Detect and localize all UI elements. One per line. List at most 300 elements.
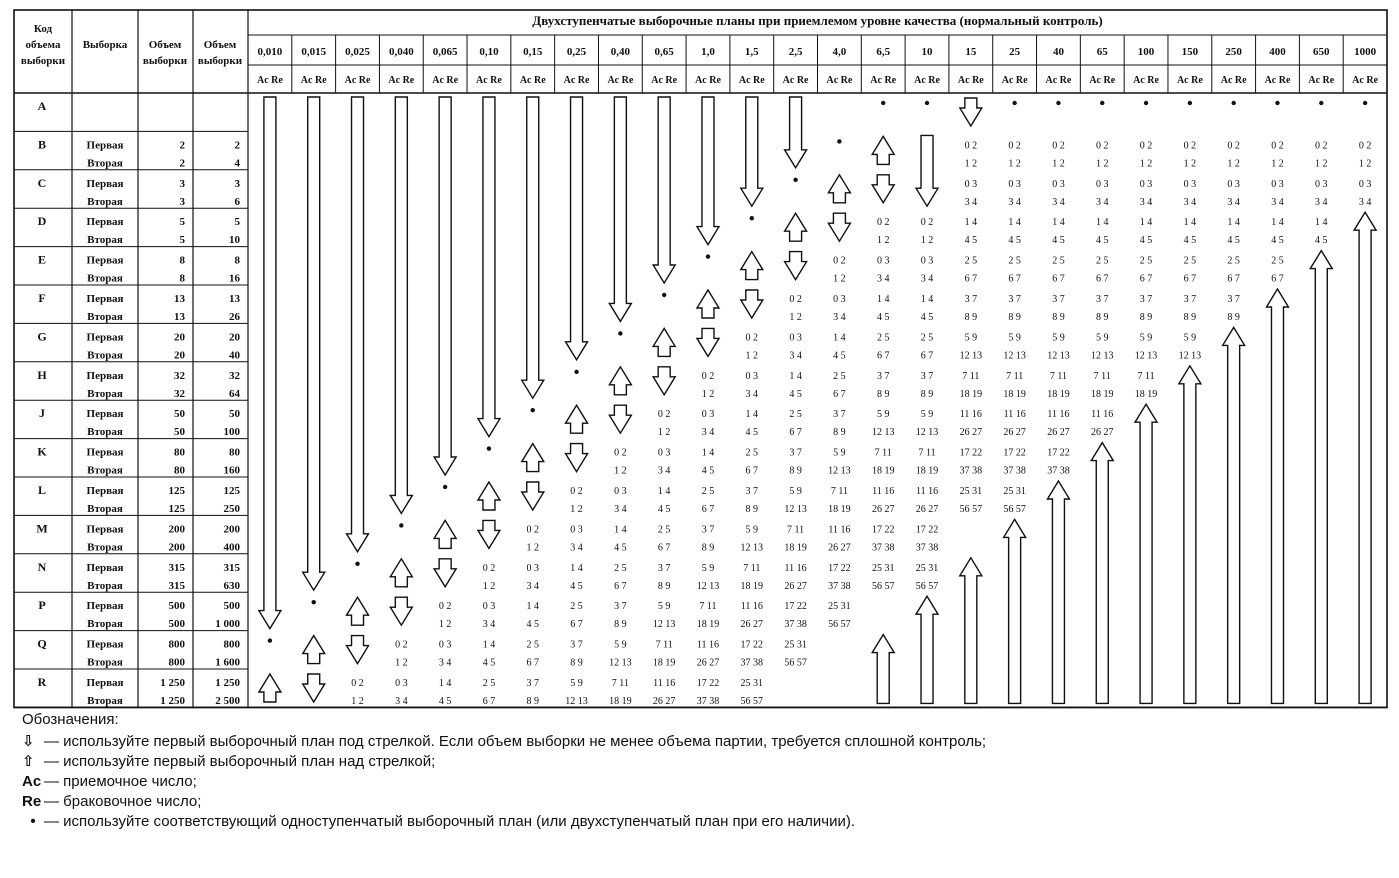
plan-first: 2 5 <box>876 332 890 344</box>
plan-second: 1 2 <box>1183 158 1197 170</box>
plan-second: 3 4 <box>1183 196 1197 208</box>
arrow-down-icon <box>872 175 894 203</box>
arrow-down-icon <box>347 636 369 664</box>
stage-label: Первая <box>86 216 124 229</box>
plan-second: 6 7 <box>920 350 934 362</box>
plan-second: 6 7 <box>614 580 627 592</box>
header-acre: Ac Re <box>695 75 721 86</box>
sample-size: 32 <box>174 369 185 382</box>
row-code: L <box>37 483 47 497</box>
plan-second: 3 4 <box>1358 196 1372 208</box>
plan-first: 1 4 <box>876 294 890 305</box>
arrow-down-icon <box>434 97 456 475</box>
plan-first: 11 16 <box>696 639 720 651</box>
plan-first: 3 7 <box>745 486 759 497</box>
plan-second: 3 4 <box>701 427 715 439</box>
plan-second: 1 2 <box>395 657 408 669</box>
arrow-down-icon <box>303 97 325 590</box>
plan-first: 5 9 <box>789 486 802 497</box>
cumulative-size: 26 <box>229 311 240 323</box>
plan-second: 6 7 <box>964 273 978 285</box>
stage-label: Вторая <box>87 311 123 323</box>
row-code: A <box>37 99 47 113</box>
arrow-up-icon <box>1179 366 1201 704</box>
plan-first: 3 7 <box>1052 294 1065 305</box>
plan-first: 0 3 <box>876 255 890 267</box>
arrow-up-icon <box>609 367 631 395</box>
dot-icon <box>1231 101 1235 105</box>
arrow-up-icon <box>1266 289 1288 703</box>
stage-label: Первая <box>86 293 124 305</box>
plan-first: 0 3 <box>570 524 583 536</box>
plan-second: 37 38 <box>1047 465 1070 477</box>
plan-second: 3 4 <box>789 350 802 362</box>
arrow-down-icon <box>697 97 719 245</box>
plan-second: 12 13 <box>1047 350 1070 362</box>
arrow-up-icon <box>960 558 982 704</box>
plan-second: 12 13 <box>1178 350 1202 362</box>
plan-first: 25 31 <box>784 639 807 651</box>
plan-second: 4 5 <box>438 696 452 707</box>
plan-first: 0 3 <box>1096 178 1109 190</box>
plan-first: 0 2 <box>1183 140 1197 152</box>
plan-second: 1 2 <box>876 235 890 247</box>
plan-first: 0 2 <box>920 217 934 229</box>
plan-second: 1 2 <box>1358 158 1372 170</box>
plan-second: 3 4 <box>1008 196 1021 208</box>
plan-second: 8 9 <box>1139 312 1153 323</box>
plan-second: 56 57 <box>871 580 895 592</box>
sample-size: 13 <box>174 293 185 305</box>
plan-second: 26 27 <box>915 504 939 515</box>
sample-size: 500 <box>168 618 185 631</box>
arrow-down-icon <box>434 559 456 587</box>
header-acre: Ac Re <box>738 75 765 86</box>
header-aql: 100 <box>1137 46 1155 58</box>
dot-icon <box>750 216 754 220</box>
plan-second: 3 4 <box>1096 196 1109 208</box>
plan-first: 2 5 <box>657 524 671 536</box>
dot-icon <box>662 293 666 297</box>
plan-first: 0 2 <box>876 217 890 229</box>
header-aql: 0,15 <box>523 46 543 58</box>
plan-first: 2 5 <box>1183 255 1197 267</box>
plan-second: 56 57 <box>915 580 939 592</box>
cumulative-size: 64 <box>229 387 240 400</box>
plan-first: 1 4 <box>438 678 452 689</box>
plan-first: 3 7 <box>833 409 846 421</box>
plan-second: 1 2 <box>701 388 715 400</box>
plan-first: 5 9 <box>1139 332 1153 344</box>
stage-label: Первая <box>86 677 124 689</box>
plan-second: 4 5 <box>745 427 759 439</box>
plan-second: 12 13 <box>915 427 939 439</box>
arrow-down-icon <box>609 405 631 433</box>
plan-second: 4 5 <box>1227 235 1240 247</box>
row-code: G <box>37 329 47 344</box>
plan-first: 5 9 <box>614 639 627 651</box>
plan-second: 1 2 <box>570 504 583 515</box>
stage-label: Первая <box>86 331 124 344</box>
header-acre: Ac Re <box>476 75 502 86</box>
plan-second: 18 19 <box>609 696 632 707</box>
header-acre: Ac Re <box>519 75 546 86</box>
plan-first: 0 3 <box>701 409 715 421</box>
cumulative-size: 250 <box>223 503 240 515</box>
plan-second: 4 5 <box>1139 235 1153 247</box>
plan-second: 6 7 <box>1271 273 1284 285</box>
plan-first: 2 5 <box>1052 255 1065 267</box>
stage-label: Вторая <box>87 464 123 477</box>
header-title: Двухступенчатые выборочные планы при приемлемом уровне качества (нормальный контроль) <box>532 13 1103 28</box>
plan-second: 6 7 <box>745 465 759 477</box>
plan-first: 0 2 <box>570 486 583 497</box>
plan-first: 1 4 <box>1139 217 1153 229</box>
plan-second: 12 13 <box>1091 350 1114 362</box>
plan-second: 3 4 <box>1271 196 1284 208</box>
plan-second: 18 19 <box>1134 388 1158 400</box>
row-code: J <box>39 406 45 421</box>
plan-second: 18 19 <box>652 657 676 669</box>
plan-second: 1 2 <box>351 696 364 707</box>
plan-first: 0 3 <box>745 370 759 382</box>
dot-icon <box>574 370 578 374</box>
plan-second: 3 4 <box>833 312 846 323</box>
header-size: Объем <box>148 39 182 51</box>
plan-first: 5 9 <box>701 562 715 574</box>
cumulative-size: 80 <box>229 446 240 459</box>
arrow-down-icon <box>653 367 675 395</box>
plan-first: 5 9 <box>964 332 978 344</box>
plan-second: 6 7 <box>1139 273 1153 285</box>
plan-first: 17 22 <box>740 639 764 651</box>
plan-first: 0 3 <box>1271 178 1284 190</box>
plan-second: 26 27 <box>696 657 720 669</box>
plan-second: 26 27 <box>871 504 895 515</box>
header-acre: Ac Re <box>1220 75 1247 86</box>
plan-second: 1 2 <box>1008 158 1021 170</box>
plan-first: 5 9 <box>920 409 934 421</box>
plan-second: 12 13 <box>1134 350 1158 362</box>
cumulative-size: 6 <box>234 195 240 208</box>
dot-icon <box>706 254 710 258</box>
plan-first: 1 4 <box>614 524 627 536</box>
stage-label: Первая <box>86 638 124 651</box>
plan-second: 18 19 <box>959 388 983 400</box>
stage-label: Первая <box>86 408 124 421</box>
cumulative-size: 32 <box>229 369 240 382</box>
stage-label: Первая <box>86 600 124 613</box>
header-acre: Ac Re <box>1264 75 1291 86</box>
plan-second: 4 5 <box>526 619 539 631</box>
plan-first: 11 16 <box>784 562 807 574</box>
stage-label: Первая <box>86 446 124 459</box>
plan-first: 3 7 <box>657 562 671 574</box>
plan-first: 25 31 <box>915 562 939 574</box>
stage-label: Вторая <box>87 157 123 170</box>
arrow-down-icon <box>697 328 719 356</box>
arrow-up-icon <box>785 213 807 241</box>
cumulative-size: 4 <box>234 157 240 170</box>
plan-second: 6 7 <box>833 388 846 400</box>
header-aql: 0,10 <box>479 46 499 58</box>
dot-icon <box>793 178 797 182</box>
sample-size: 125 <box>168 485 185 497</box>
header-aql: 40 <box>1052 46 1064 58</box>
plan-first: 1 4 <box>482 639 496 651</box>
plan-first: 11 16 <box>915 486 939 497</box>
arrow-down-icon <box>960 98 982 126</box>
row-code: P <box>38 598 46 613</box>
arrow-up-icon <box>434 520 456 548</box>
header-aql: 10 <box>921 46 933 58</box>
arrow-down-icon <box>566 444 588 472</box>
plan-first: 0 2 <box>1096 140 1109 152</box>
plan-first: 0 2 <box>614 447 627 459</box>
legend-up <box>22 752 435 772</box>
plan-second: 3 4 <box>482 619 496 631</box>
plan-first: 1 4 <box>526 601 539 613</box>
dot-icon <box>312 600 316 604</box>
sample-size: 5 <box>179 234 185 247</box>
sample-size: 50 <box>174 426 185 439</box>
plan-second: 12 13 <box>871 427 895 439</box>
plan-first: 17 22 <box>1003 447 1026 459</box>
dot-icon <box>443 485 447 489</box>
plan-first: 0 2 <box>833 255 846 267</box>
plan-first: 3 7 <box>920 370 934 382</box>
header-code: Код <box>33 23 53 35</box>
plan-second: 12 13 <box>740 542 764 554</box>
header-aql: 0,065 <box>432 46 458 58</box>
dot-icon <box>1319 101 1323 105</box>
plan-second: 4 5 <box>920 312 934 323</box>
stage-label: Вторая <box>87 272 123 285</box>
sample-size: 5 <box>179 216 185 229</box>
sample-size: 125 <box>168 503 185 515</box>
cumulative-size: 2 <box>234 139 240 152</box>
plan-second: 12 13 <box>1003 350 1026 362</box>
plan-second: 56 57 <box>784 657 807 669</box>
arrow-down-icon <box>522 97 544 398</box>
plan-first: 25 31 <box>871 562 895 574</box>
plan-second: 37 38 <box>915 542 939 554</box>
plan-second: 26 27 <box>1091 427 1114 439</box>
plan-second: 12 13 <box>609 657 632 669</box>
header-acre: Ac Re <box>607 75 634 86</box>
arrow-up-icon <box>566 405 588 433</box>
plan-first: 25 31 <box>740 678 764 689</box>
row-code: Q <box>37 636 47 651</box>
plan-first: 0 3 <box>657 447 671 459</box>
arrow-down-icon <box>478 97 500 437</box>
arrow-down-icon: ⇩ <box>22 733 35 750</box>
header-acre: Ac Re <box>826 75 853 86</box>
legend-down <box>22 732 986 752</box>
plan-first: 0 2 <box>964 140 978 152</box>
header-aql: 0,040 <box>388 46 414 58</box>
legend-re <box>22 792 201 812</box>
plan-second: 18 19 <box>740 580 764 592</box>
plan-second: 8 9 <box>1052 312 1065 323</box>
plan-first: 7 11 <box>830 486 848 497</box>
arrow-up-icon <box>303 636 325 664</box>
plan-first: 1 4 <box>657 486 671 497</box>
plan-second: 4 5 <box>1271 235 1284 247</box>
plan-first: 7 11 <box>1049 370 1068 382</box>
plan-first: 2 5 <box>920 332 934 344</box>
sample-size: 20 <box>174 349 185 362</box>
dot-icon <box>1363 101 1367 105</box>
plan-second: 37 38 <box>784 619 807 631</box>
cumulative-size: 20 <box>229 331 240 344</box>
plan-second: 18 19 <box>696 619 720 631</box>
cumulative-size: 100 <box>223 426 240 439</box>
sample-size: 315 <box>168 561 185 574</box>
plan-second: 6 7 <box>1052 273 1065 285</box>
header-acre: Ac Re <box>432 75 459 86</box>
plan-second: 26 27 <box>959 427 983 439</box>
header-acre: Ac Re <box>1352 75 1379 86</box>
header-aql: 0,025 <box>345 46 370 58</box>
plan-second: 3 4 <box>1315 196 1328 208</box>
plan-second: 4 5 <box>876 312 890 323</box>
plan-first: 2 5 <box>1227 255 1240 267</box>
plan-second: 3 4 <box>395 696 408 707</box>
arrow-up-icon <box>872 136 894 164</box>
arrow-down-icon <box>259 97 281 629</box>
plan-second: 37 38 <box>959 465 983 477</box>
cumulative-size: 400 <box>223 541 240 554</box>
plan-first: 5 9 <box>1008 332 1021 344</box>
arrow-up-icon <box>1310 251 1332 704</box>
plan-second: 26 27 <box>828 542 851 554</box>
plan-first: 17 22 <box>915 524 939 536</box>
header-aql: 0,015 <box>301 46 327 58</box>
plan-first: 5 9 <box>1052 332 1065 344</box>
plan-first: 5 9 <box>657 601 671 613</box>
sample-size: 1 250 <box>160 677 185 689</box>
plan-first: 0 2 <box>745 332 759 344</box>
plan-first: 11 16 <box>872 486 895 497</box>
legend-dot-text: — используйте соответствующий одноступенчатый выборочный план (или двухступенчатый план при его наличии). <box>44 813 856 830</box>
plan-first: 2 5 <box>526 639 539 651</box>
plan-first: 0 3 <box>526 562 539 574</box>
plan-second: 6 7 <box>1227 273 1240 285</box>
plan-first: 0 3 <box>1358 178 1372 190</box>
legend-dot <box>22 812 855 832</box>
plan-first: 3 7 <box>570 639 583 651</box>
plan-first: 0 3 <box>1315 178 1328 190</box>
plan-second: 8 9 <box>745 504 759 515</box>
arrow-up-icon <box>697 290 719 318</box>
header-aql: 2,5 <box>788 46 803 58</box>
plan-second: 26 27 <box>740 619 764 631</box>
plan-first: 0 2 <box>526 524 539 536</box>
arrow-up-icon <box>1004 519 1026 703</box>
plan-second: 1 2 <box>1052 158 1065 170</box>
arrow-up-icon <box>522 444 544 472</box>
header-acre: Ac Re <box>563 75 590 86</box>
plan-second: 3 4 <box>1139 196 1153 208</box>
plan-second: 18 19 <box>871 465 895 477</box>
plan-first: 7 11 <box>1006 370 1024 382</box>
plan-second: 4 5 <box>701 465 715 477</box>
plan-first: 3 7 <box>789 447 802 459</box>
header-aql: 1000 <box>1354 46 1377 58</box>
plan-first: 0 3 <box>482 601 496 613</box>
plan-second: 8 9 <box>964 312 978 323</box>
plan-second: 12 13 <box>565 696 588 707</box>
plan-first: 5 9 <box>1096 332 1109 344</box>
plan-first: 0 3 <box>438 639 452 651</box>
stage-label: Вторая <box>87 426 123 439</box>
header-aql: 0,40 <box>610 46 630 58</box>
header-cumulative-size: Объем <box>203 39 237 51</box>
plan-first: 1 4 <box>1183 217 1197 229</box>
arrow-down-icon <box>390 597 412 625</box>
arrow-up-icon <box>1223 327 1245 703</box>
plan-second: 6 7 <box>1096 273 1109 285</box>
plan-second: 1 2 <box>526 542 539 554</box>
sample-size: 20 <box>174 331 185 344</box>
stage-label: Первая <box>86 254 124 267</box>
plan-second: 1 2 <box>789 312 802 323</box>
stage-label: Первая <box>86 369 124 382</box>
plan-second: 56 57 <box>1003 504 1026 515</box>
plan-second: 3 4 <box>438 657 452 669</box>
plan-first: 0 3 <box>920 255 934 267</box>
sample-size: 315 <box>168 579 185 592</box>
header-acre: Ac Re <box>300 75 327 86</box>
plan-second: 37 38 <box>871 542 895 554</box>
plan-first: 2 5 <box>701 486 715 497</box>
header-size: выборки <box>142 55 188 67</box>
ac-symbol: Ac <box>22 773 42 790</box>
plan-first: 11 16 <box>1047 409 1070 421</box>
dot-icon: • <box>30 813 36 830</box>
header-acre: Ac Re <box>914 75 940 86</box>
plan-first: 0 2 <box>1358 140 1372 152</box>
sample-size: 8 <box>179 254 185 267</box>
cumulative-size: 5 <box>234 216 240 229</box>
arrow-up-icon <box>1091 443 1113 704</box>
plan-second: 26 27 <box>652 696 676 707</box>
plan-first: 2 5 <box>570 601 583 613</box>
header-acre: Ac Re <box>1308 75 1335 86</box>
header-aql: 150 <box>1181 46 1199 58</box>
header-acre: Ac Re <box>388 75 415 86</box>
header-aql: 0,010 <box>257 46 283 58</box>
arrow-down-icon <box>785 252 807 280</box>
dot-icon <box>1144 101 1148 105</box>
plan-second: 8 9 <box>701 542 715 554</box>
stage-label: Вторая <box>87 387 123 400</box>
plan-first: 17 22 <box>696 678 720 689</box>
dot-icon <box>1188 101 1192 105</box>
plan-second: 18 19 <box>915 465 939 477</box>
dot-icon <box>1012 101 1016 105</box>
dot-icon <box>487 446 491 450</box>
row-code: D <box>37 214 47 229</box>
plan-first: 1 4 <box>1052 217 1065 229</box>
arrow-down-icon <box>390 97 412 513</box>
plan-second: 8 9 <box>1227 312 1240 323</box>
plan-first: 3 7 <box>1227 294 1240 305</box>
plan-second: 4 5 <box>789 388 802 400</box>
plan-first: 0 3 <box>614 486 627 497</box>
header-acre: Ac Re <box>344 75 371 86</box>
